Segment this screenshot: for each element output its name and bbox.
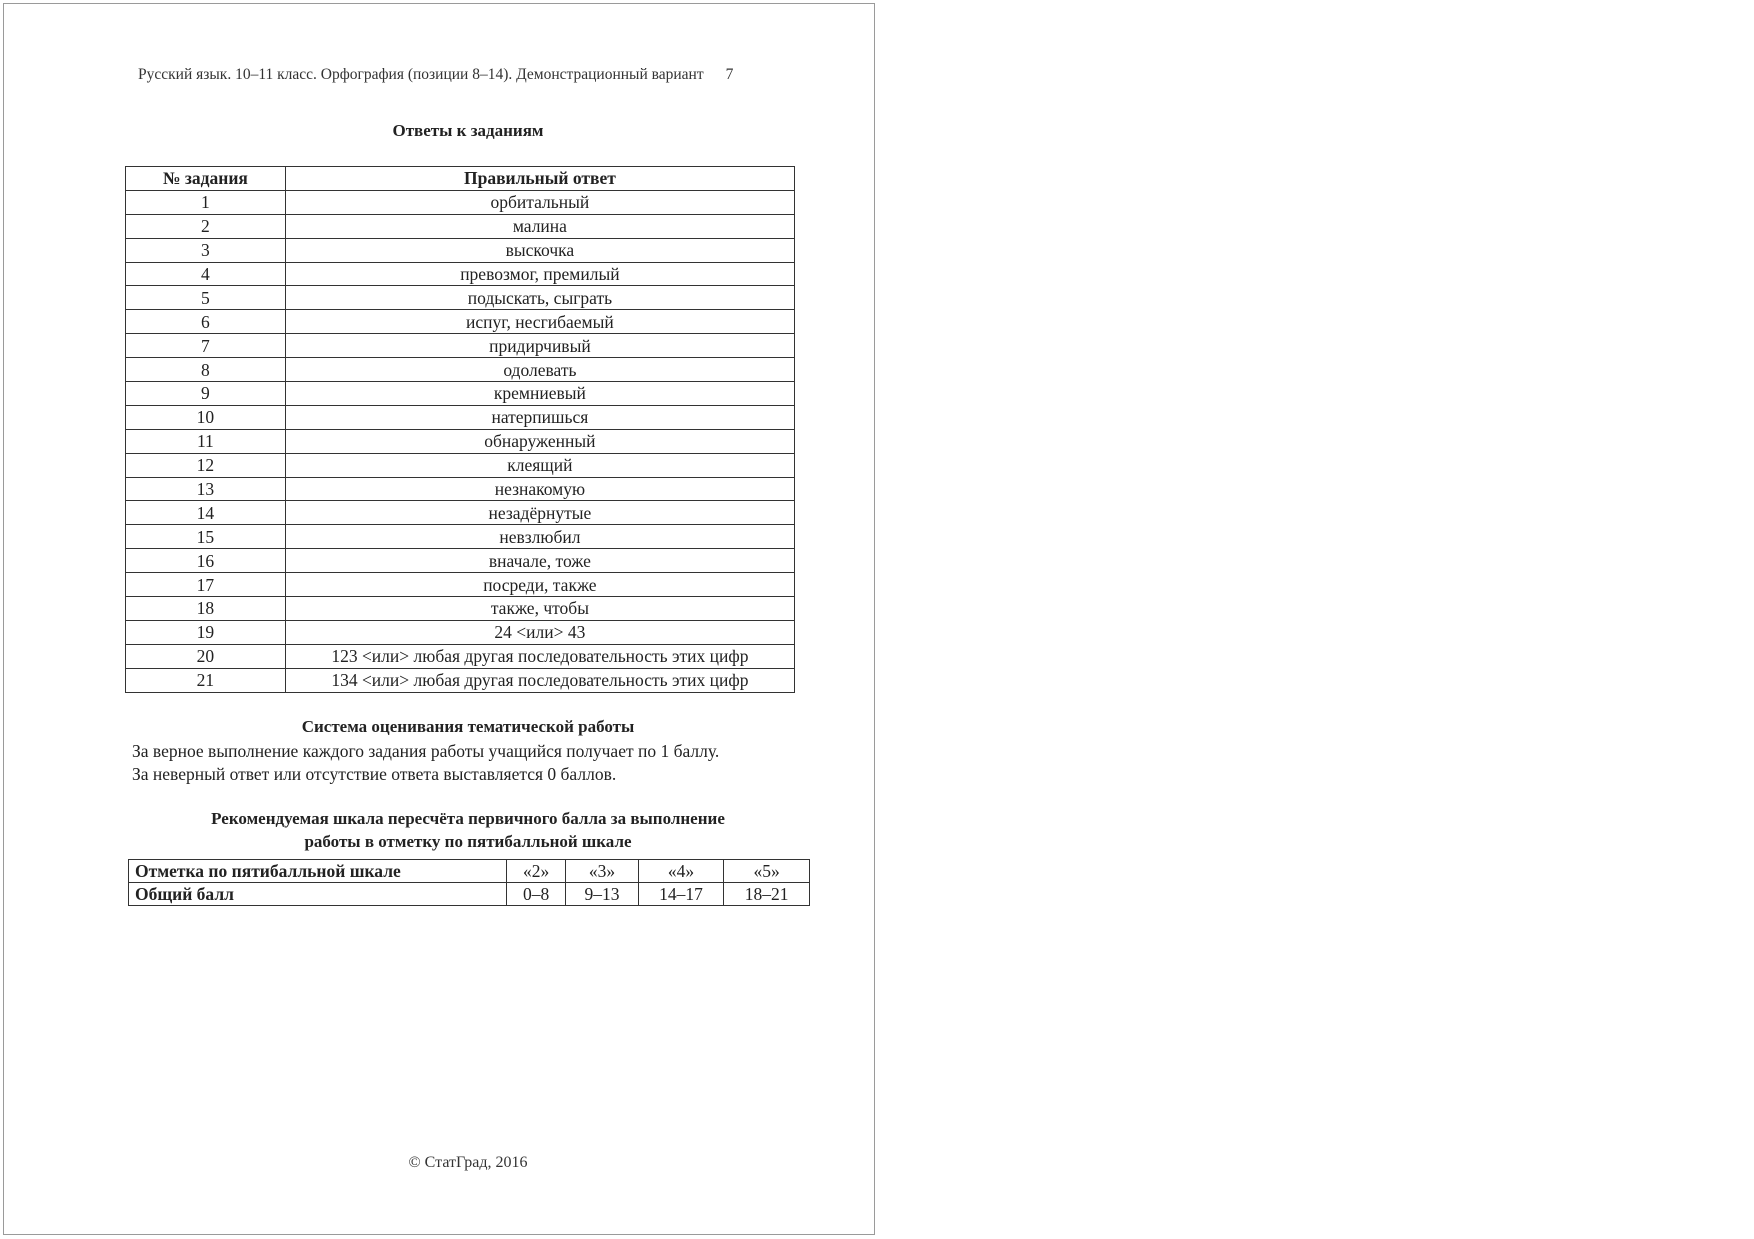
page-number: 7 bbox=[725, 66, 734, 83]
answer-task-number: 10 bbox=[126, 405, 286, 429]
answer-row bbox=[126, 310, 795, 334]
scale-cell: «4» bbox=[638, 860, 724, 883]
scale-cell: 9–13 bbox=[566, 883, 638, 906]
answer-task-number: 1 bbox=[126, 190, 286, 214]
answer-text: вначале, тоже bbox=[285, 549, 794, 573]
grading-title: Система оценивания тематической работы bbox=[301, 717, 635, 736]
answer-text: 134 <или> любая другая последовательность этих цифр bbox=[285, 668, 794, 692]
answer-task-number: 8 bbox=[126, 358, 286, 382]
col-task-header: № задания bbox=[126, 167, 286, 191]
answers-table bbox=[125, 166, 795, 693]
answer-row bbox=[126, 549, 795, 573]
scale-row-score bbox=[129, 883, 810, 906]
scale-cell: «5» bbox=[724, 860, 810, 883]
answer-task-number: 20 bbox=[126, 644, 286, 668]
grading-line-1: За верное выполнение каждого задания работы учащийся получает по 1 баллу. bbox=[132, 741, 720, 761]
answer-text: орбитальный bbox=[285, 190, 794, 214]
answer-row bbox=[126, 525, 795, 549]
answer-text: малина bbox=[285, 214, 794, 238]
answer-row bbox=[126, 429, 795, 453]
answer-row bbox=[126, 597, 795, 621]
answer-row bbox=[126, 573, 795, 597]
answer-text: 24 <или> 43 bbox=[285, 620, 794, 644]
answer-task-number: 11 bbox=[126, 429, 286, 453]
answer-task-number: 3 bbox=[126, 238, 286, 262]
answer-task-number: 4 bbox=[126, 262, 286, 286]
answer-task-number: 13 bbox=[126, 477, 286, 501]
scale-row-mark-label: Отметка по пятибалльной шкале bbox=[129, 860, 507, 883]
answer-task-number: 9 bbox=[126, 382, 286, 406]
answer-text: придирчивый bbox=[285, 334, 794, 358]
header-text: Русский язык. 10–11 класс. Орфография (позиции 8–14). Демонстрационный вариант bbox=[138, 66, 704, 83]
answer-task-number: 15 bbox=[126, 525, 286, 549]
col-answer-header: Правильный ответ bbox=[285, 167, 794, 191]
answer-task-number: 12 bbox=[126, 453, 286, 477]
answer-text: испуг, несгибаемый bbox=[285, 310, 794, 334]
answer-task-number: 21 bbox=[126, 668, 286, 692]
answer-text: 123 <или> любая другая последовательность этих цифр bbox=[285, 644, 794, 668]
answer-text: незнакомую bbox=[285, 477, 794, 501]
answer-task-number: 5 bbox=[126, 286, 286, 310]
scale-cell: 14–17 bbox=[638, 883, 724, 906]
answer-row bbox=[126, 620, 795, 644]
scale-cell: «3» bbox=[566, 860, 638, 883]
answer-task-number: 19 bbox=[126, 620, 286, 644]
answer-row bbox=[126, 501, 795, 525]
scale-cell: 18–21 bbox=[724, 883, 810, 906]
page-header bbox=[138, 66, 733, 84]
answer-text: также, чтобы bbox=[285, 597, 794, 621]
answer-row bbox=[126, 358, 795, 382]
answer-task-number: 2 bbox=[126, 214, 286, 238]
answer-row bbox=[126, 214, 795, 238]
answer-text: кремниевый bbox=[285, 382, 794, 406]
answer-text: подыскать, сыграть bbox=[285, 286, 794, 310]
answer-row bbox=[126, 453, 795, 477]
scale-row-score-label: Общий балл bbox=[129, 883, 507, 906]
scale-cell: 0–8 bbox=[507, 883, 566, 906]
answer-row bbox=[126, 477, 795, 501]
scale-row-mark bbox=[129, 860, 810, 883]
answer-text: обнаруженный bbox=[285, 429, 794, 453]
answer-row bbox=[126, 238, 795, 262]
answer-task-number: 17 bbox=[126, 573, 286, 597]
answer-row bbox=[126, 644, 795, 668]
answer-row bbox=[126, 405, 795, 429]
footer-copyright: © СтатГрад, 2016 bbox=[408, 1154, 528, 1171]
scale-title-line-2: работы в отметку по пятибалльной шкале bbox=[304, 832, 632, 851]
answer-row bbox=[126, 334, 795, 358]
answers-header-row bbox=[126, 167, 795, 191]
answer-row bbox=[126, 668, 795, 692]
scale-table bbox=[128, 859, 810, 906]
answer-text: одолевать bbox=[285, 358, 794, 382]
scale-title-line-1: Рекомендуемая шкала пересчёта первичного балла за выполнение bbox=[211, 809, 725, 828]
answer-row bbox=[126, 190, 795, 214]
answer-text: превозмог, премилый bbox=[285, 262, 794, 286]
answer-text: невзлюбил bbox=[285, 525, 794, 549]
answer-text: натерпишься bbox=[285, 405, 794, 429]
answer-task-number: 6 bbox=[126, 310, 286, 334]
answer-task-number: 16 bbox=[126, 549, 286, 573]
answer-text: клеящий bbox=[285, 453, 794, 477]
answer-text: незадёрнутые bbox=[285, 501, 794, 525]
answer-row bbox=[126, 262, 795, 286]
answer-task-number: 14 bbox=[126, 501, 286, 525]
grading-line-2: За неверный ответ или отсутствие ответа выставляется 0 баллов. bbox=[132, 764, 617, 784]
answer-text: посреди, также bbox=[285, 573, 794, 597]
answer-row bbox=[126, 286, 795, 310]
answer-task-number: 7 bbox=[126, 334, 286, 358]
scale-cell: «2» bbox=[507, 860, 566, 883]
answer-text: выскочка bbox=[285, 238, 794, 262]
answers-title: Ответы к заданиям bbox=[392, 121, 544, 140]
answer-row bbox=[126, 382, 795, 406]
answer-task-number: 18 bbox=[126, 597, 286, 621]
